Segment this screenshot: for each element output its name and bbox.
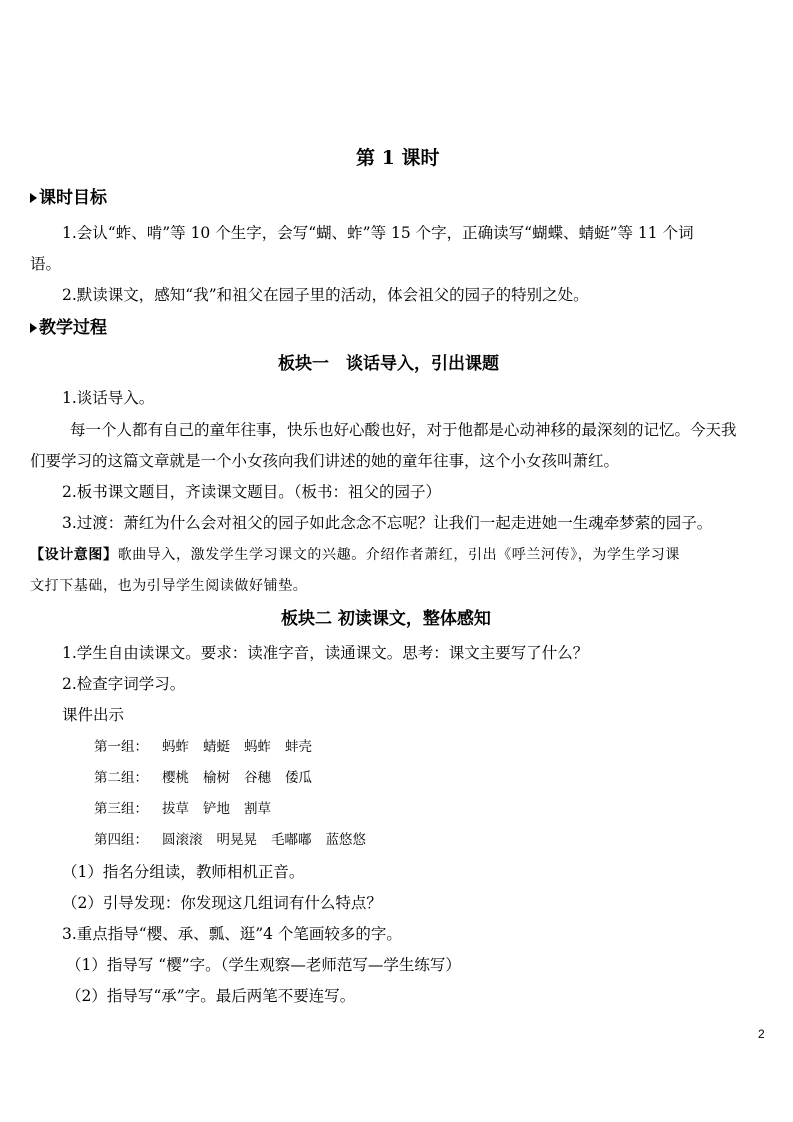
page-title: 第 1 课时 — [356, 147, 440, 169]
word-group-label: 第三组： — [94, 801, 148, 817]
word: 倭瓜 — [285, 770, 312, 786]
word: 拔草 — [162, 801, 189, 817]
block-1-step-2: 2.板书课文题目，齐读课文题目。（板书：祖父的园子） — [62, 483, 442, 501]
design-intent-text-1: 歌曲导入，激发学生学习课文的兴趣。介绍作者萧红，引出《呼兰河传》，为学生学习课 — [117, 547, 681, 563]
page-number: 2 — [758, 1027, 765, 1041]
word-group-1 — [94, 737, 312, 757]
block-1-heading: 板块一 谈话导入，引出课题 — [278, 354, 499, 374]
goal-item-1-line-2: 语。 — [30, 255, 62, 273]
word: 榆树 — [203, 770, 230, 786]
goal-item-1-line-1: 1.会认“蚱、啃”等 10 个生字，会写“蝴、蚱”等 15 个字，正确读写“蝴蝶、蜻蜓”等 11 个词 — [62, 224, 694, 242]
section-heading-goals-text: 课时目标 — [39, 188, 107, 208]
word: 铲地 — [203, 801, 230, 817]
section-heading-process-text: 教学过程 — [39, 318, 107, 338]
design-intent-tag: 【设计意图】 — [30, 547, 118, 563]
word: 蜻蜓 — [203, 739, 230, 755]
triangle-bullet-icon — [30, 323, 37, 333]
block-2-guide-1: （1）指导写 “樱”字。（学生观察—老师范写—学生练写） — [66, 956, 461, 974]
goal-item-2: 2.默读课文，感知“我”和祖父在园子里的活动，体会祖父的园子的特别之处。 — [62, 286, 589, 304]
block-2-question-1: （1）指名分组读，教师相机正音。 — [62, 863, 305, 881]
word-group-2 — [94, 768, 312, 788]
word: 蚂蚱 — [162, 739, 189, 755]
word: 毛嘟嘟 — [271, 832, 312, 848]
block-1-paragraph-line-1: 每一个人都有自己的童年往事，快乐也好心酸也好，对于他都是心动神移的最深刻的记忆。今天我 — [70, 421, 737, 439]
word-group-label: 第二组： — [94, 770, 148, 786]
word-group-label: 第一组： — [94, 739, 148, 755]
courseware-show-label: 课件出示 — [62, 706, 125, 724]
word: 蚂蚱 — [244, 739, 271, 755]
word: 蓝悠悠 — [325, 832, 366, 848]
word: 樱桃 — [162, 770, 189, 786]
block-2-question-2: （2）引导发现：你发现这几组词有什么特点？ — [62, 894, 382, 912]
word: 圆滚滚 — [162, 832, 203, 848]
block-1-step-3: 3.过渡：萧红为什么会对祖父的园子如此念念不忘呢？让我们一起走进她一生魂牵梦萦的园子。 — [62, 514, 713, 532]
word: 谷穗 — [244, 770, 271, 786]
design-intent-line-2: 文打下基础，也为引导学生阅读做好铺垫。 — [30, 578, 308, 594]
block-2-heading: 板块二 初读课文，整体感知 — [281, 609, 491, 629]
word: 蚌壳 — [285, 739, 312, 755]
block-2-step-2: 2.检查字词学习。 — [62, 675, 186, 693]
triangle-bullet-icon — [30, 193, 37, 203]
section-heading-process — [30, 318, 107, 338]
word-group-3 — [94, 799, 271, 819]
word: 明晃晃 — [216, 832, 257, 848]
block-2-guide-2: （2）指导写“承”字。最后两笔不要连写。 — [66, 987, 356, 1005]
block-1-paragraph-line-2: 们要学习的这篇文章就是一个小女孩向我们讲述的她的童年往事，这个小女孩叫萧红。 — [30, 452, 620, 470]
word-group-4 — [94, 830, 366, 850]
section-heading-goals — [30, 188, 107, 208]
word-group-label: 第四组： — [94, 832, 148, 848]
design-intent-line-1 — [30, 545, 680, 565]
word: 割草 — [244, 801, 271, 817]
block-1-step-1: 1.谈话导入。 — [62, 389, 155, 407]
block-2-step-1: 1.学生自由读课文。要求：读准字音，读通课文。思考：课文主要写了什么？ — [62, 644, 589, 662]
block-2-step-3: 3.重点指导“樱、承、瓢、逛”4 个笔画较多的字。 — [62, 925, 402, 943]
